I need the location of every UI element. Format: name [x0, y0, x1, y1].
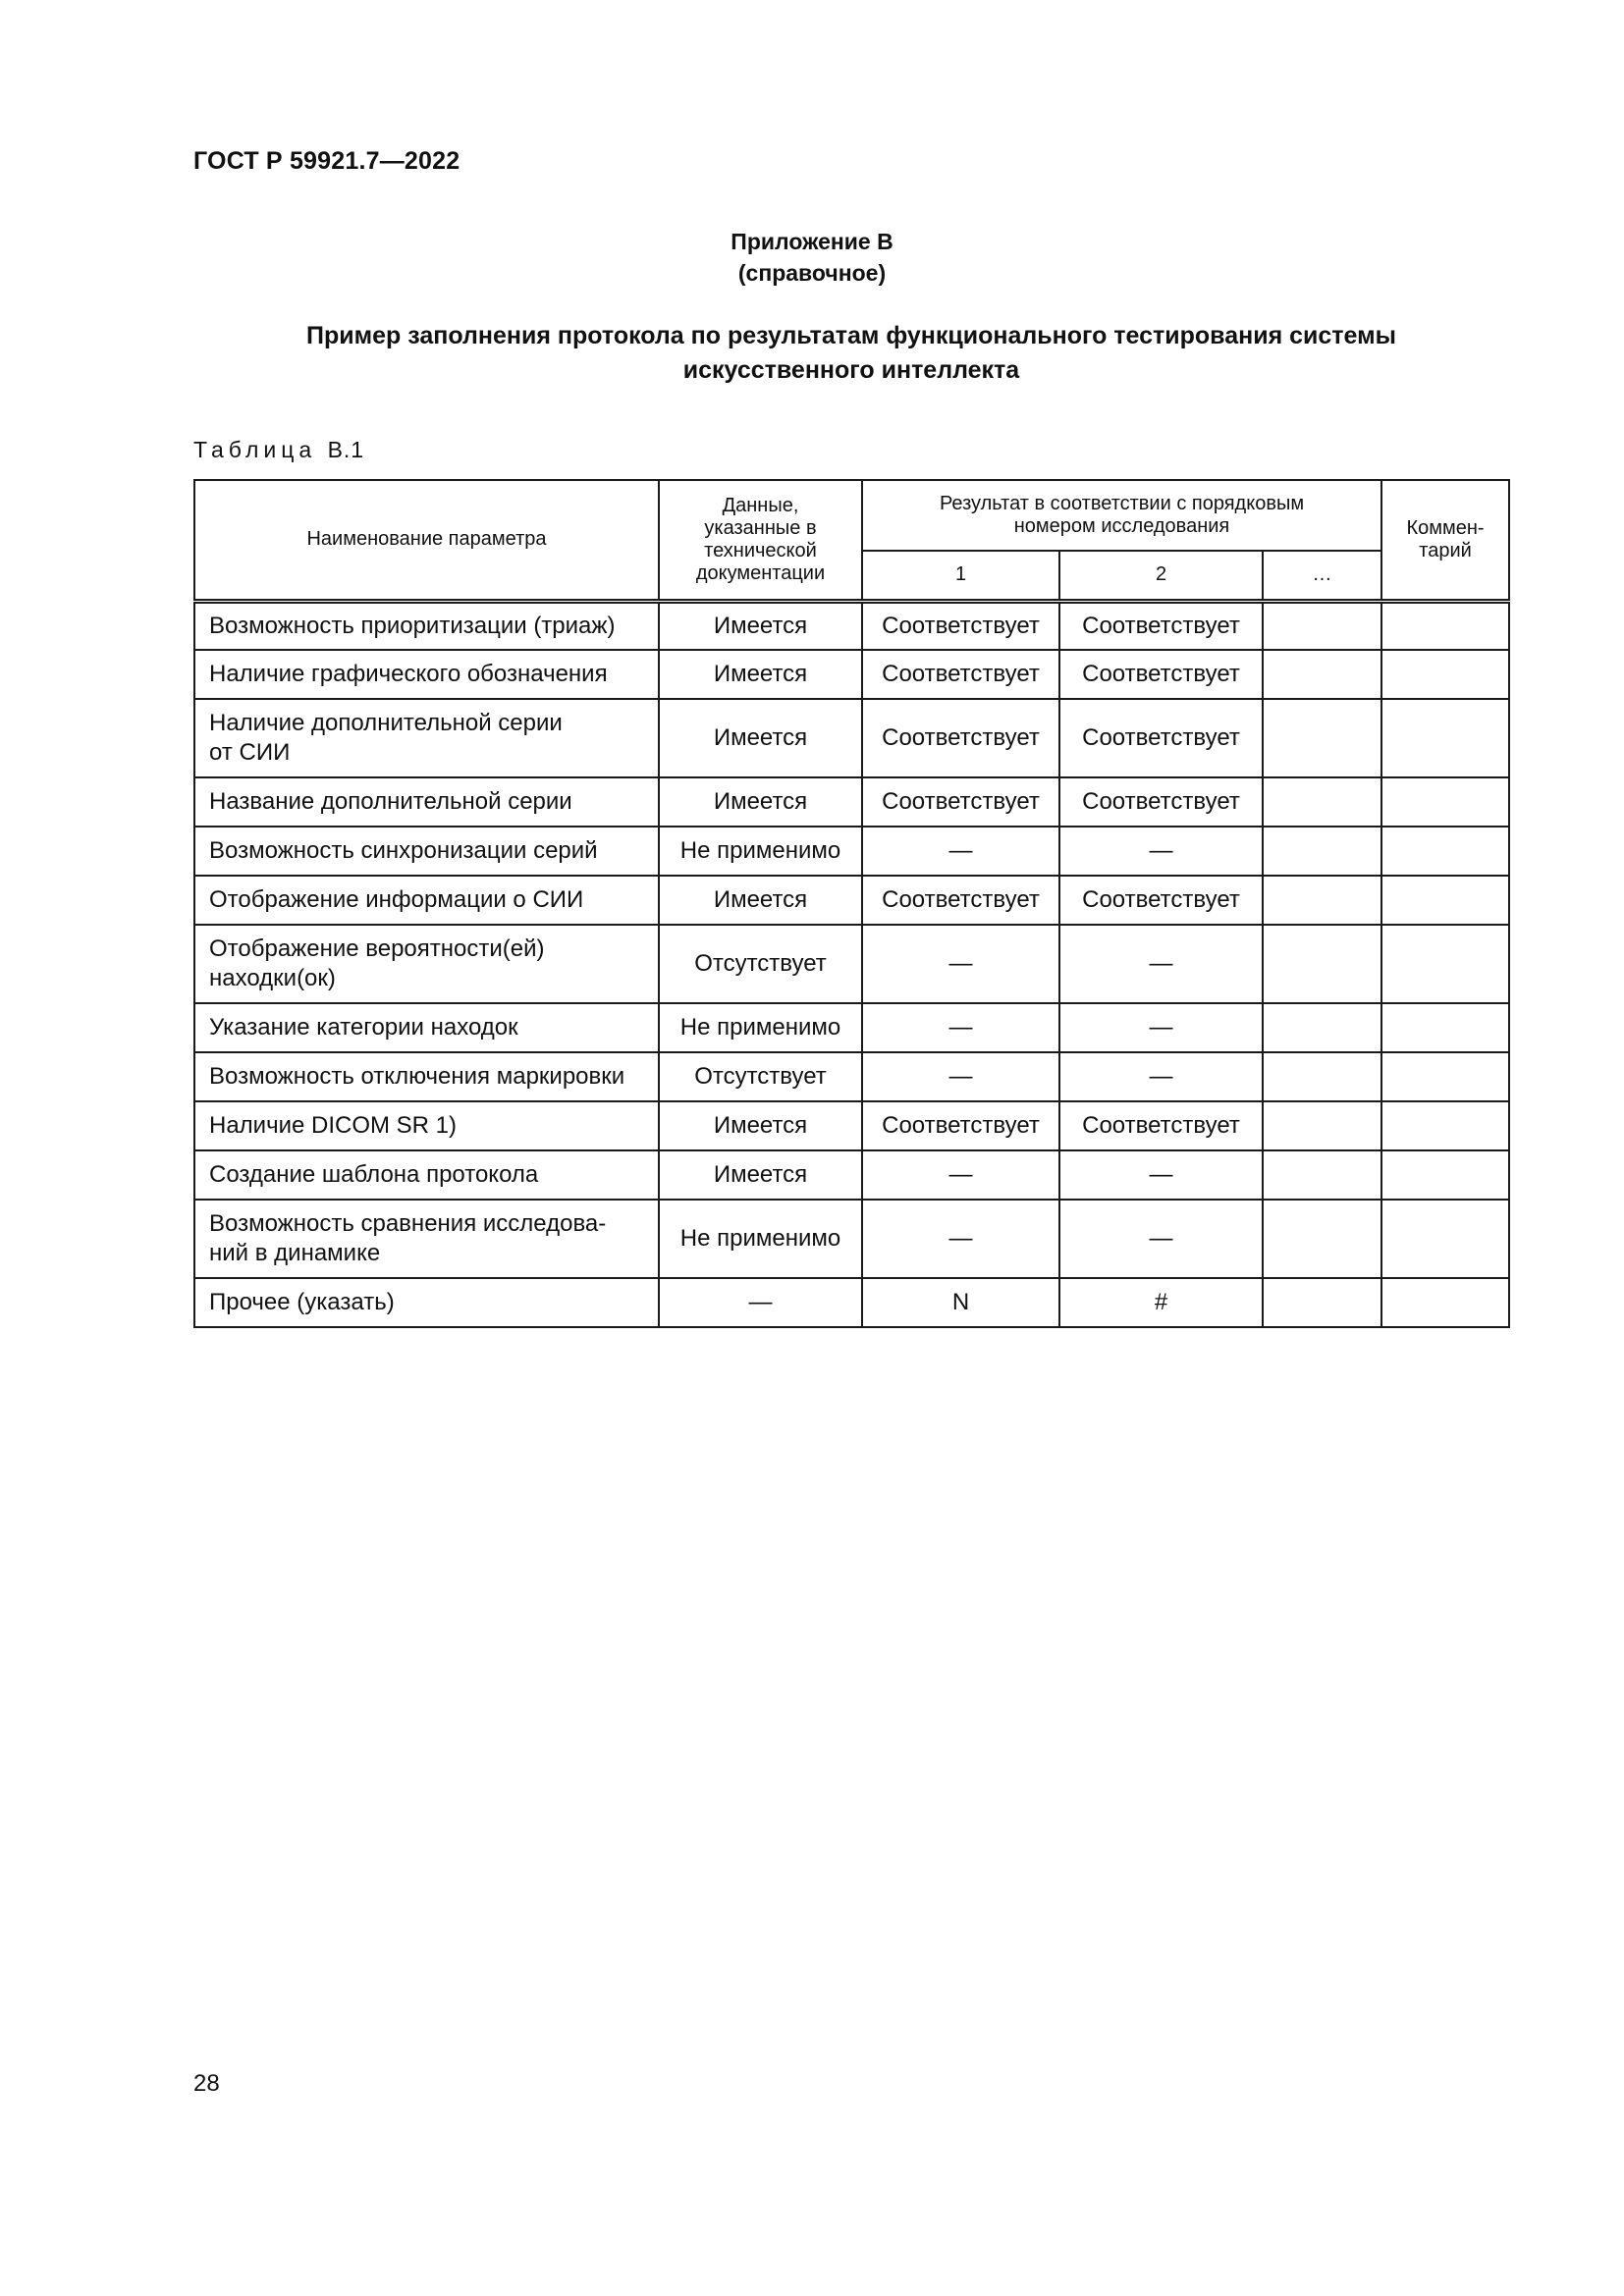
- result-1-value: —: [862, 1150, 1059, 1200]
- param-name: [194, 1200, 659, 1278]
- comment-value: [1381, 601, 1509, 650]
- header-param-name: Наименование параметра: [194, 480, 659, 601]
- result-1-value: Соответствует: [862, 650, 1059, 699]
- param-name: [194, 1052, 659, 1101]
- header-doc-data-line-1: Данные,: [722, 494, 799, 516]
- result-1-value: —: [862, 827, 1059, 876]
- document-standard-id: ГОСТ Р 59921.7—2022: [193, 147, 460, 175]
- comment-value: [1381, 1101, 1509, 1150]
- result-more-value: [1263, 1003, 1381, 1052]
- comment-value: [1381, 777, 1509, 827]
- header-doc-data-line-3: технической: [704, 539, 817, 561]
- comment-value: [1381, 1003, 1509, 1052]
- comment-value: [1381, 827, 1509, 876]
- result-more-value: [1263, 827, 1381, 876]
- heading-line-2: искусственного интеллекта: [682, 356, 1020, 384]
- result-1-value: Соответствует: [862, 601, 1059, 650]
- table-row: [194, 827, 1509, 876]
- param-name: [194, 1101, 659, 1150]
- header-comment-line-1: Коммен-: [1406, 516, 1485, 539]
- appendix-type: (справочное): [737, 260, 887, 286]
- result-2-value: —: [1059, 925, 1263, 1003]
- comment-value: [1381, 650, 1509, 699]
- doc-data-value: Имеется: [659, 876, 862, 925]
- table-caption-word: Таблица: [193, 437, 317, 462]
- param-name-line-1: Наличие дополнительной серии: [209, 710, 563, 736]
- comment-value: [1381, 699, 1509, 777]
- table-row: [194, 1101, 1509, 1150]
- result-more-value: [1263, 876, 1381, 925]
- param-name-line-1: Возможность приоритизации (триаж): [209, 612, 616, 639]
- result-2-value: —: [1059, 1052, 1263, 1101]
- result-2-value: Соответствует: [1059, 601, 1263, 650]
- result-more-value: [1263, 1052, 1381, 1101]
- doc-data-value: Не применимо: [659, 1003, 862, 1052]
- doc-data-value: Имеется: [659, 699, 862, 777]
- result-2-value: Соответствует: [1059, 699, 1263, 777]
- param-name-line-1: Указание категории находок: [209, 1014, 518, 1041]
- param-name: [194, 699, 659, 777]
- result-1-value: Соответствует: [862, 1101, 1059, 1150]
- header-comment: [1381, 480, 1509, 601]
- table-row: [194, 876, 1509, 925]
- result-more-value: [1263, 699, 1381, 777]
- table-row: [194, 1200, 1509, 1278]
- result-1-value: —: [862, 925, 1059, 1003]
- comment-value: [1381, 925, 1509, 1003]
- document-heading: [193, 319, 1509, 388]
- param-name-line-1: Прочее (указать): [209, 1289, 395, 1315]
- doc-data-value: Не применимо: [659, 1200, 862, 1278]
- result-more-value: [1263, 1278, 1381, 1327]
- param-name: [194, 601, 659, 650]
- param-name-line-1: Возможность синхронизации серий: [209, 837, 598, 864]
- result-more-value: [1263, 777, 1381, 827]
- result-1-value: Соответствует: [862, 777, 1059, 827]
- result-1-value: —: [862, 1003, 1059, 1052]
- result-2-value: Соответствует: [1059, 1101, 1263, 1150]
- param-name-line-2: ний в динамике: [209, 1240, 381, 1266]
- doc-data-value: Отсутствует: [659, 1052, 862, 1101]
- result-2-value: #: [1059, 1278, 1263, 1327]
- param-name-line-1: Создание шаблона протокола: [209, 1161, 539, 1188]
- doc-data-value: Имеется: [659, 1150, 862, 1200]
- table-caption-number: В.1: [327, 437, 365, 462]
- header-study-2: 2: [1059, 551, 1263, 601]
- result-1-value: Соответствует: [862, 876, 1059, 925]
- header-study-more: …: [1263, 551, 1381, 601]
- page-number: 28: [193, 2070, 220, 2097]
- doc-data-value: Имеется: [659, 601, 862, 650]
- header-doc-data-line-4: документации: [695, 561, 826, 584]
- param-name-line-1: Возможность сравнения исследова-: [209, 1210, 607, 1237]
- appendix-title-block: [0, 226, 1624, 289]
- table-row: [194, 1003, 1509, 1052]
- table-row: [194, 1150, 1509, 1200]
- table-row: [194, 925, 1509, 1003]
- param-name-line-2: от СИИ: [209, 739, 291, 766]
- table-row: [194, 1052, 1509, 1101]
- result-2-value: Соответствует: [1059, 650, 1263, 699]
- header-results-line-1: Результат в соответствии с порядковым: [939, 493, 1305, 514]
- param-name: [194, 1278, 659, 1327]
- param-name-line-1: Наличие графического обозначения: [209, 661, 608, 687]
- doc-data-value: Отсутствует: [659, 925, 862, 1003]
- comment-value: [1381, 1200, 1509, 1278]
- header-doc-data-line-2: указанные в: [704, 516, 817, 539]
- result-more-value: [1263, 925, 1381, 1003]
- doc-data-value: Имеется: [659, 777, 862, 827]
- header-results: [862, 480, 1381, 551]
- result-2-value: —: [1059, 827, 1263, 876]
- comment-value: [1381, 1052, 1509, 1101]
- doc-data-value: Имеется: [659, 1101, 862, 1150]
- result-more-value: [1263, 650, 1381, 699]
- table-header-row: [194, 480, 1509, 551]
- result-1-value: N: [862, 1278, 1059, 1327]
- result-1-value: —: [862, 1052, 1059, 1101]
- result-2-value: Соответствует: [1059, 777, 1263, 827]
- param-name-line-2: находки(ок): [209, 965, 336, 991]
- header-study-1: 1: [862, 551, 1059, 601]
- table-row: [194, 650, 1509, 699]
- result-2-value: —: [1059, 1150, 1263, 1200]
- table-row: [194, 777, 1509, 827]
- header-results-line-2: номером исследования: [1013, 515, 1230, 537]
- doc-data-value: —: [659, 1278, 862, 1327]
- result-more-value: [1263, 1200, 1381, 1278]
- param-name: [194, 925, 659, 1003]
- param-name-line-1: Возможность отключения маркировки: [209, 1063, 625, 1090]
- header-comment-line-2: тарий: [1419, 539, 1472, 561]
- param-name: [194, 650, 659, 699]
- doc-data-value: Не применимо: [659, 827, 862, 876]
- param-name-line-1: Отображение вероятности(ей): [209, 935, 545, 962]
- table-row: [194, 601, 1509, 650]
- param-name-line-1: Отображение информации о СИИ: [209, 886, 584, 913]
- param-name: [194, 777, 659, 827]
- heading-line-1: Пример заполнения протокола по результатам функционального тестирования системы: [306, 322, 1396, 349]
- result-2-value: —: [1059, 1200, 1263, 1278]
- param-name: [194, 876, 659, 925]
- result-1-value: —: [862, 1200, 1059, 1278]
- param-name-line-1: Название дополнительной серии: [209, 788, 572, 815]
- comment-value: [1381, 1150, 1509, 1200]
- result-more-value: [1263, 1101, 1381, 1150]
- result-1-value: Соответствует: [862, 699, 1059, 777]
- comment-value: [1381, 876, 1509, 925]
- comment-value: [1381, 1278, 1509, 1327]
- result-more-value: [1263, 1150, 1381, 1200]
- param-name-line-1: Наличие DICOM SR 1): [209, 1112, 458, 1139]
- result-2-value: Соответствует: [1059, 876, 1263, 925]
- result-2-value: —: [1059, 1003, 1263, 1052]
- param-name: [194, 827, 659, 876]
- table-row: [194, 1278, 1509, 1327]
- appendix-title: Приложение В: [731, 229, 893, 254]
- result-more-value: [1263, 601, 1381, 650]
- param-name: [194, 1003, 659, 1052]
- header-doc-data: [659, 480, 862, 601]
- param-name: [194, 1150, 659, 1200]
- table-caption: [193, 437, 364, 463]
- table-row: [194, 699, 1509, 777]
- doc-data-value: Имеется: [659, 650, 862, 699]
- protocol-table: [193, 479, 1510, 1328]
